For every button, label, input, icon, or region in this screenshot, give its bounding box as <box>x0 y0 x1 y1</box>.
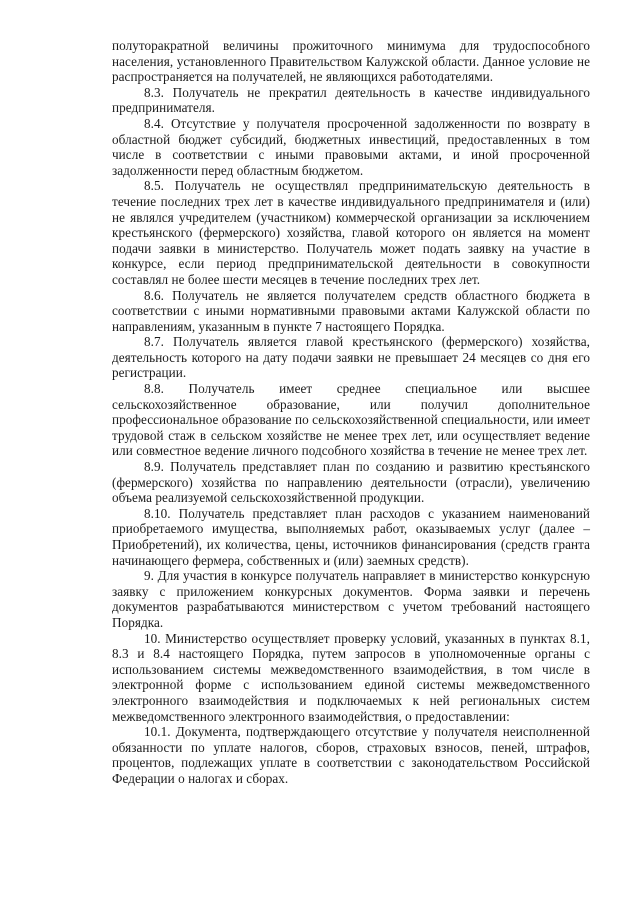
paragraph-10: 10. Министерство осуществляет проверку условий, указанных в пунктах 8.1, 8.3 и 8.4 настоящего Порядка, путем запросов в уполномоченные органы с использованием системы межведомственного взаимодействия, в том числе в электронной форме с использованием единой системы межведомственного электронного взаимодействия и подключаемых к ней региональных систем межведомственного электронного взаимодействия, о предоставлении: <box>112 630 590 724</box>
paragraph-8-9: 8.9. Получатель представляет план по созданию и развитию крестьянского (фермерского) хозяйства по направлению деятельности (отрасли), увеличению объема реализуемой сельскохозяйственной продукции. <box>112 459 590 506</box>
paragraph-8-10: 8.10. Получатель представляет план расходов с указанием наименований приобретаемого имущества, выполняемых работ, оказываемых услуг (далее – Приобретений), их количества, цены, источников финансирования (средств гранта начинающего фермера, собственных и (или) заемных средств). <box>112 505 590 568</box>
paragraph-8-3: 8.3. Получатель не прекратил деятельность в качестве индивидуального предпринимателя. <box>112 84 590 116</box>
paragraph-8-8: 8.8. Получатель имеет среднее специальное или высшее сельскохозяйственное образование, или получил дополнительное профессиональное образование по сельскохозяйственной специальности, или имеет трудовой стаж в сельском хозяйстве не менее трех лет, или осуществляет ведение или совместное ведение личного подсобного хозяйства в течение не менее трех лет. <box>112 381 590 459</box>
paragraph-8-5: 8.5. Получатель не осуществлял предпринимательскую деятельность в течение последних трех лет в качестве индивидуального предпринимателя и (или) не являлся учредителем (участником) коммерческой организации за исключением крестьянского (фермерского) хозяйства, главой которого он является на момент подачи заявки в министерство. Получатель может подать заявку на участие в конкурсе, если период предпринимательской деятельности в совокупности составлял не более шести месяцев в течение последних трех лет. <box>112 178 590 287</box>
paragraph-8-6: 8.6. Получатель не является получателем средств областного бюджета в соответствии с иными нормативными правовыми актами Калужской области по направлениям, указанным в пункте 7 настоящего Порядка. <box>112 287 590 334</box>
paragraph-continuation: полуторакратной величины прожиточного минимума для трудоспособного населения, установленного Правительством Калужской области. Данное условие не распространяется на получателей, не являющихся работодателями. <box>112 38 590 85</box>
paragraph-8-7: 8.7. Получатель является главой крестьянского (фермерского) хозяйства, деятельность которого на дату подачи заявки не превышает 24 месяцев со дня его регистрации. <box>112 334 590 381</box>
document-page <box>112 38 590 787</box>
paragraph-10-1: 10.1. Документа, подтверждающего отсутствие у получателя неисполненной обязанности по уплате налогов, сборов, страховых взносов, пеней, штрафов, процентов, подлежащих уплате в соответствии с законодательством Российской Федерации о налогах и сборах. <box>112 724 590 786</box>
paragraph-9: 9. Для участия в конкурсе получатель направляет в министерство конкурсную заявку с приложением конкурсных документов. Форма заявки и перечень документов разрабатываются министерством с учетом требований настоящего Порядка. <box>112 568 590 630</box>
paragraph-8-4: 8.4. Отсутствие у получателя просроченной задолженности по возврату в областной бюджет субсидий, бюджетных инвестиций, предоставленных в том числе в соответствии с иными правовыми актами, и иной просроченной задолженности перед областным бюджетом. <box>112 115 590 178</box>
